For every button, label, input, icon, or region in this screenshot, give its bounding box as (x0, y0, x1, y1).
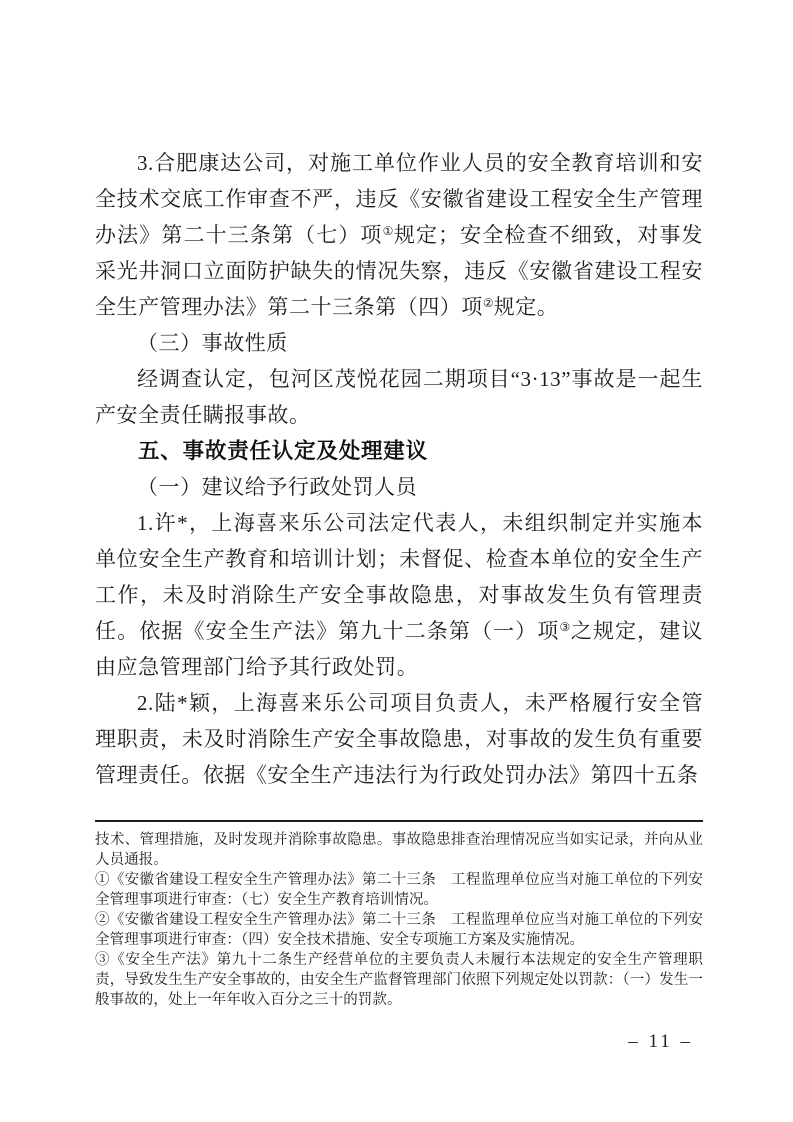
footnote: ①《安徽省建设工程安全生产管理办法》第二十三条 工程监理单位应当对施工单位的下列安全管理事项进行审查：（七）安全生产教育培训情况。 (95, 872, 703, 908)
footnote-section (95, 820, 703, 1010)
footnote: ②《安徽省建设工程安全生产管理办法》第二十三条 工程监理单位应当对施工单位的下列安全管理事项进行审查：（四）安全技术措施、安全专项施工方案及实施情况。 (95, 912, 703, 948)
page-number: – 11 – (628, 1031, 693, 1052)
subsection-heading-accident-nature: （三）事故性质 (137, 331, 288, 355)
body-paragraph: 经调查认定，包河区茂悦花园二期项目“3·13”事故是一起生产安全责任瞒报事故。 (95, 367, 703, 427)
body-paragraph: 1.许*，上海喜来乐公司法定代表人，未组织制定并实施本单位安全生产教育和培训计划；未督促、检查本单位的安全生产工作，未及时消除生产安全事故隐患，对事故发生负有管理责任。依据《安全生产法》第九十二条第（一）项③之规定，建议由应急管理部门给予其行政处罚。 (95, 511, 703, 679)
subsection-heading-penalty-persons: （一）建议给予行政处罚人员 (137, 475, 418, 499)
section-heading-responsibility: 五、事故责任认定及处理建议 (138, 439, 428, 463)
body-paragraph: 3.合肥康达公司，对施工单位作业人员的安全教育培训和安全技术交底工作审查不严，违反《安徽省建设工程安全生产管理办法》第二十三条第（七）项①规定；安全检查不细致，对事发采光井洞口立面防护缺失的情况失察，违反《安徽省建设工程安全生产管理办法》第二十三条第（四）项②规定。 (95, 151, 703, 319)
footnote-continuation: 技术、管理措施，及时发现并消除事故隐患。事故隐患排查治理情况应当如实记录，并向从业人员通报。 (95, 832, 703, 868)
footnote: ③《安全生产法》第九十二条生产经营单位的主要负责人未履行本法规定的安全生产管理职责，导致发生生产安全事故的，由安全生产监督管理部门依照下列规定处以罚款：（一）发生一般事故的，处上一年年收入百分之三十的罚款。 (95, 952, 703, 1008)
document-body (95, 145, 703, 793)
body-paragraph: 2.陆*颖，上海喜来乐公司项目负责人，未严格履行安全管理职责，未及时消除生产安全事故隐患，对事故的发生负有重要管理责任。依据《安全生产违法行为行政处罚办法》第四十五条 (95, 691, 703, 787)
